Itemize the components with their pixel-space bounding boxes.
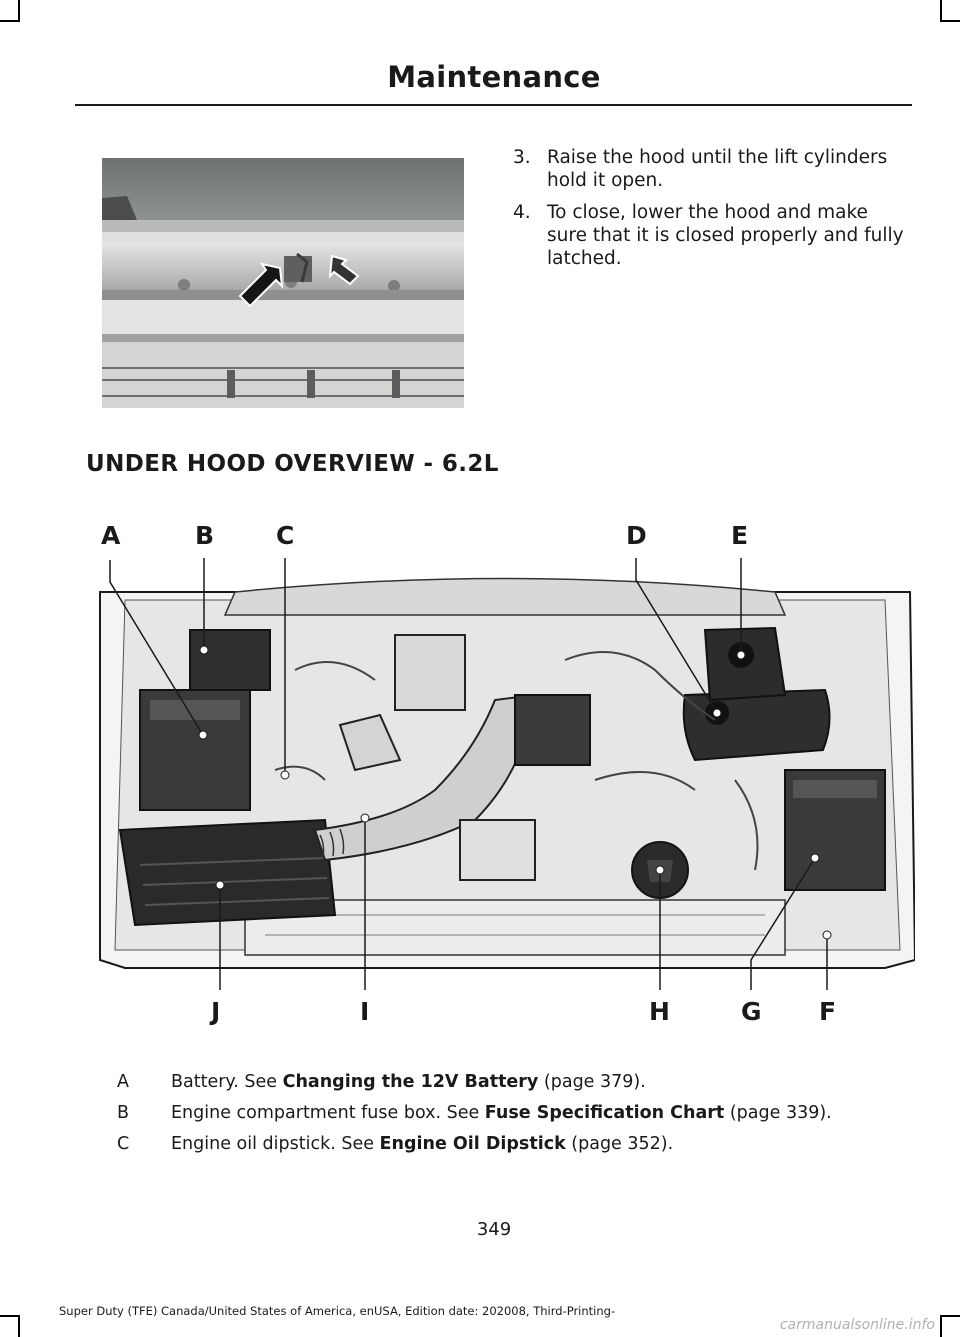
- crop-mark: [18, 0, 20, 22]
- page-title: Maintenance: [387, 60, 601, 94]
- callout-g: G: [741, 997, 762, 1026]
- legend-text: Engine oil dipstick. See: [171, 1134, 380, 1154]
- legend-text: Engine compartment fuse box. See: [171, 1103, 485, 1123]
- crop-mark: [940, 0, 942, 22]
- legend-reference-link[interactable]: Changing the 12V Battery: [282, 1072, 539, 1092]
- legend-key: B: [117, 1103, 130, 1123]
- diagram-legend: [117, 1072, 917, 1165]
- step-item: [513, 201, 913, 270]
- section-heading: UNDER HOOD OVERVIEW - 6.2L: [86, 451, 499, 477]
- crop-mark: [940, 1315, 942, 1337]
- legend-description: [171, 1072, 646, 1092]
- callout-c: C: [276, 521, 295, 550]
- legend-key: C: [117, 1134, 130, 1154]
- callout-e: E: [731, 521, 749, 550]
- crop-mark: [940, 1315, 960, 1317]
- callout-h: H: [649, 997, 670, 1026]
- legend-page: (page 339).: [724, 1103, 832, 1123]
- callout-d: D: [626, 521, 647, 550]
- legend-row: [117, 1134, 917, 1165]
- legend-page: (page 379).: [538, 1072, 646, 1092]
- crop-mark: [0, 1315, 20, 1317]
- legend-key: A: [117, 1072, 129, 1092]
- legend-text: Battery. See: [171, 1072, 283, 1092]
- crop-mark: [0, 20, 20, 22]
- hood-latch-photo: [102, 158, 464, 408]
- legend-row: [117, 1103, 917, 1134]
- callout-f: F: [819, 997, 837, 1026]
- step-item: [513, 146, 913, 192]
- footer-edition-info: Super Duty (TFE) Canada/United States of America, enUSA, Edition date: 202008, Third-Printing-: [59, 1304, 616, 1318]
- step-number: 4.: [513, 202, 531, 223]
- legend-page: (page 352).: [565, 1134, 674, 1154]
- step-number: 3.: [513, 147, 531, 168]
- step-text: To close, lower the hood and make sure that it is closed properly and fully latched.: [547, 202, 904, 269]
- callout-a: A: [101, 521, 121, 550]
- step-text: Raise the hood until the lift cylinders hold it open.: [547, 147, 888, 191]
- page-number: 349: [476, 1219, 512, 1240]
- engine-compartment-diagram: [95, 520, 915, 1030]
- crop-mark: [940, 20, 960, 22]
- hood-steps: [513, 146, 913, 279]
- title-divider: [75, 104, 912, 106]
- legend-description: [171, 1103, 832, 1123]
- legend-description: [171, 1134, 673, 1154]
- legend-reference-link[interactable]: Engine Oil Dipstick: [379, 1134, 566, 1154]
- callout-j: J: [211, 997, 221, 1026]
- legend-row: [117, 1072, 917, 1103]
- crop-mark: [18, 1315, 20, 1337]
- watermark: carmanualsonline.info: [779, 1317, 935, 1333]
- callout-i: I: [360, 997, 370, 1026]
- callout-b: B: [195, 521, 215, 550]
- legend-reference-link[interactable]: Fuse Specification Chart: [484, 1103, 725, 1123]
